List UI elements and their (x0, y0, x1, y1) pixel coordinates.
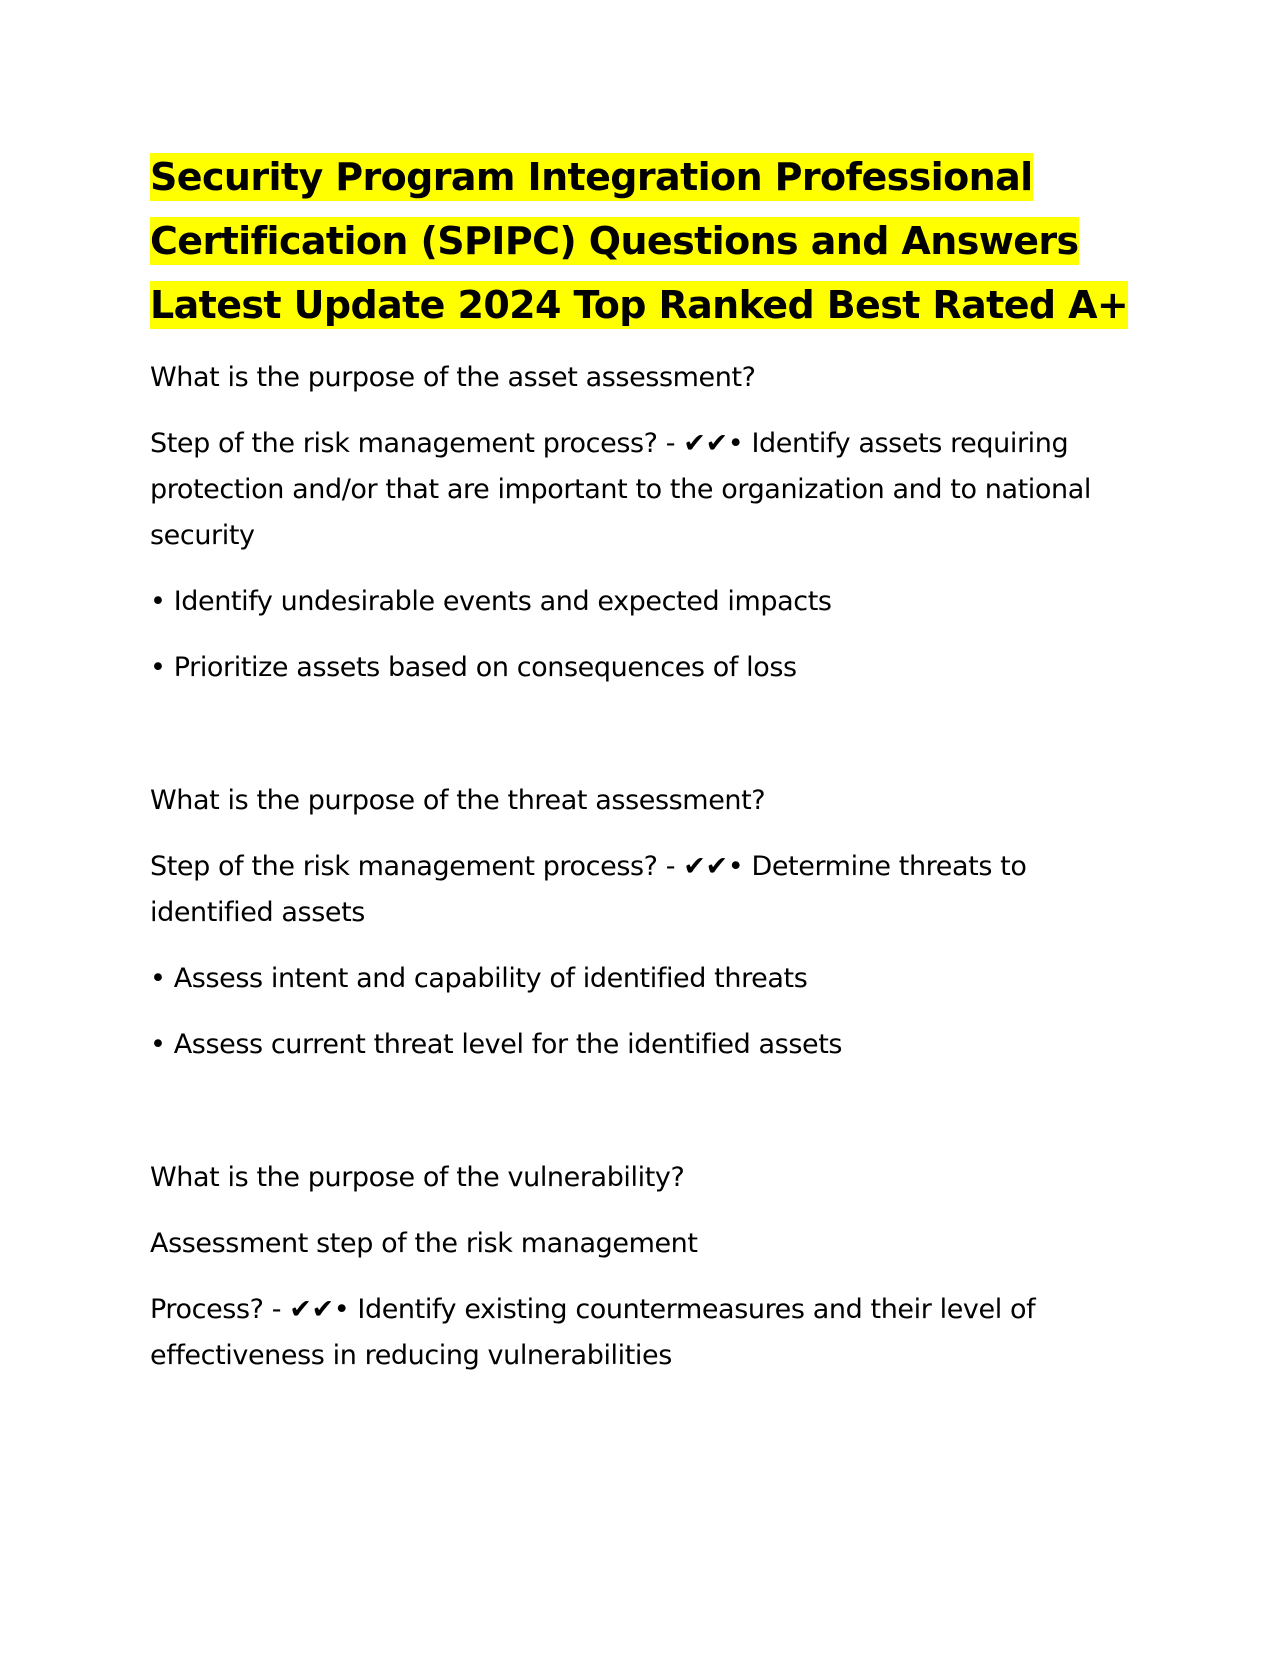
answer-bullet: • Prioritize assets based on consequences of loss (150, 652, 797, 683)
qa-block-vulnerability-assessment (150, 1155, 1130, 1379)
title-highlight: Security Program Integration Professional Certification (SPIPC) Questions and Answers Latest Update 2024 Top Ranked Best Rated A+ (150, 155, 1129, 327)
answer-text: Step of the risk management process? - ✔✔• Determine threats to identified assets (150, 851, 1027, 928)
section-spacer (150, 1088, 1130, 1155)
qa-block-threat-assessment (150, 778, 1130, 1068)
answer-bullet: • Assess intent and capability of identified threats (150, 963, 808, 994)
document-page (150, 145, 1130, 1399)
question-text: What is the purpose of the threat assessment? (150, 785, 766, 816)
answer-text: Step of the risk management process? - ✔✔• Identify assets requiring protection and/or that are important to the organization and to national security (150, 428, 1091, 551)
question-text-continued: Assessment step of the risk management (150, 1228, 698, 1259)
question-text: What is the purpose of the asset assessment? (150, 362, 756, 393)
answer-bullet: • Assess current threat level for the identified assets (150, 1029, 843, 1060)
qa-block-asset-assessment (150, 355, 1130, 691)
answer-text: Process? - ✔✔• Identify existing countermeasures and their level of effectiveness in reducing vulnerabilities (150, 1294, 1036, 1371)
document-title (150, 145, 1130, 337)
question-text: What is the purpose of the vulnerability? (150, 1162, 685, 1193)
answer-bullet: • Identify undesirable events and expected impacts (150, 586, 832, 617)
section-spacer (150, 711, 1130, 778)
